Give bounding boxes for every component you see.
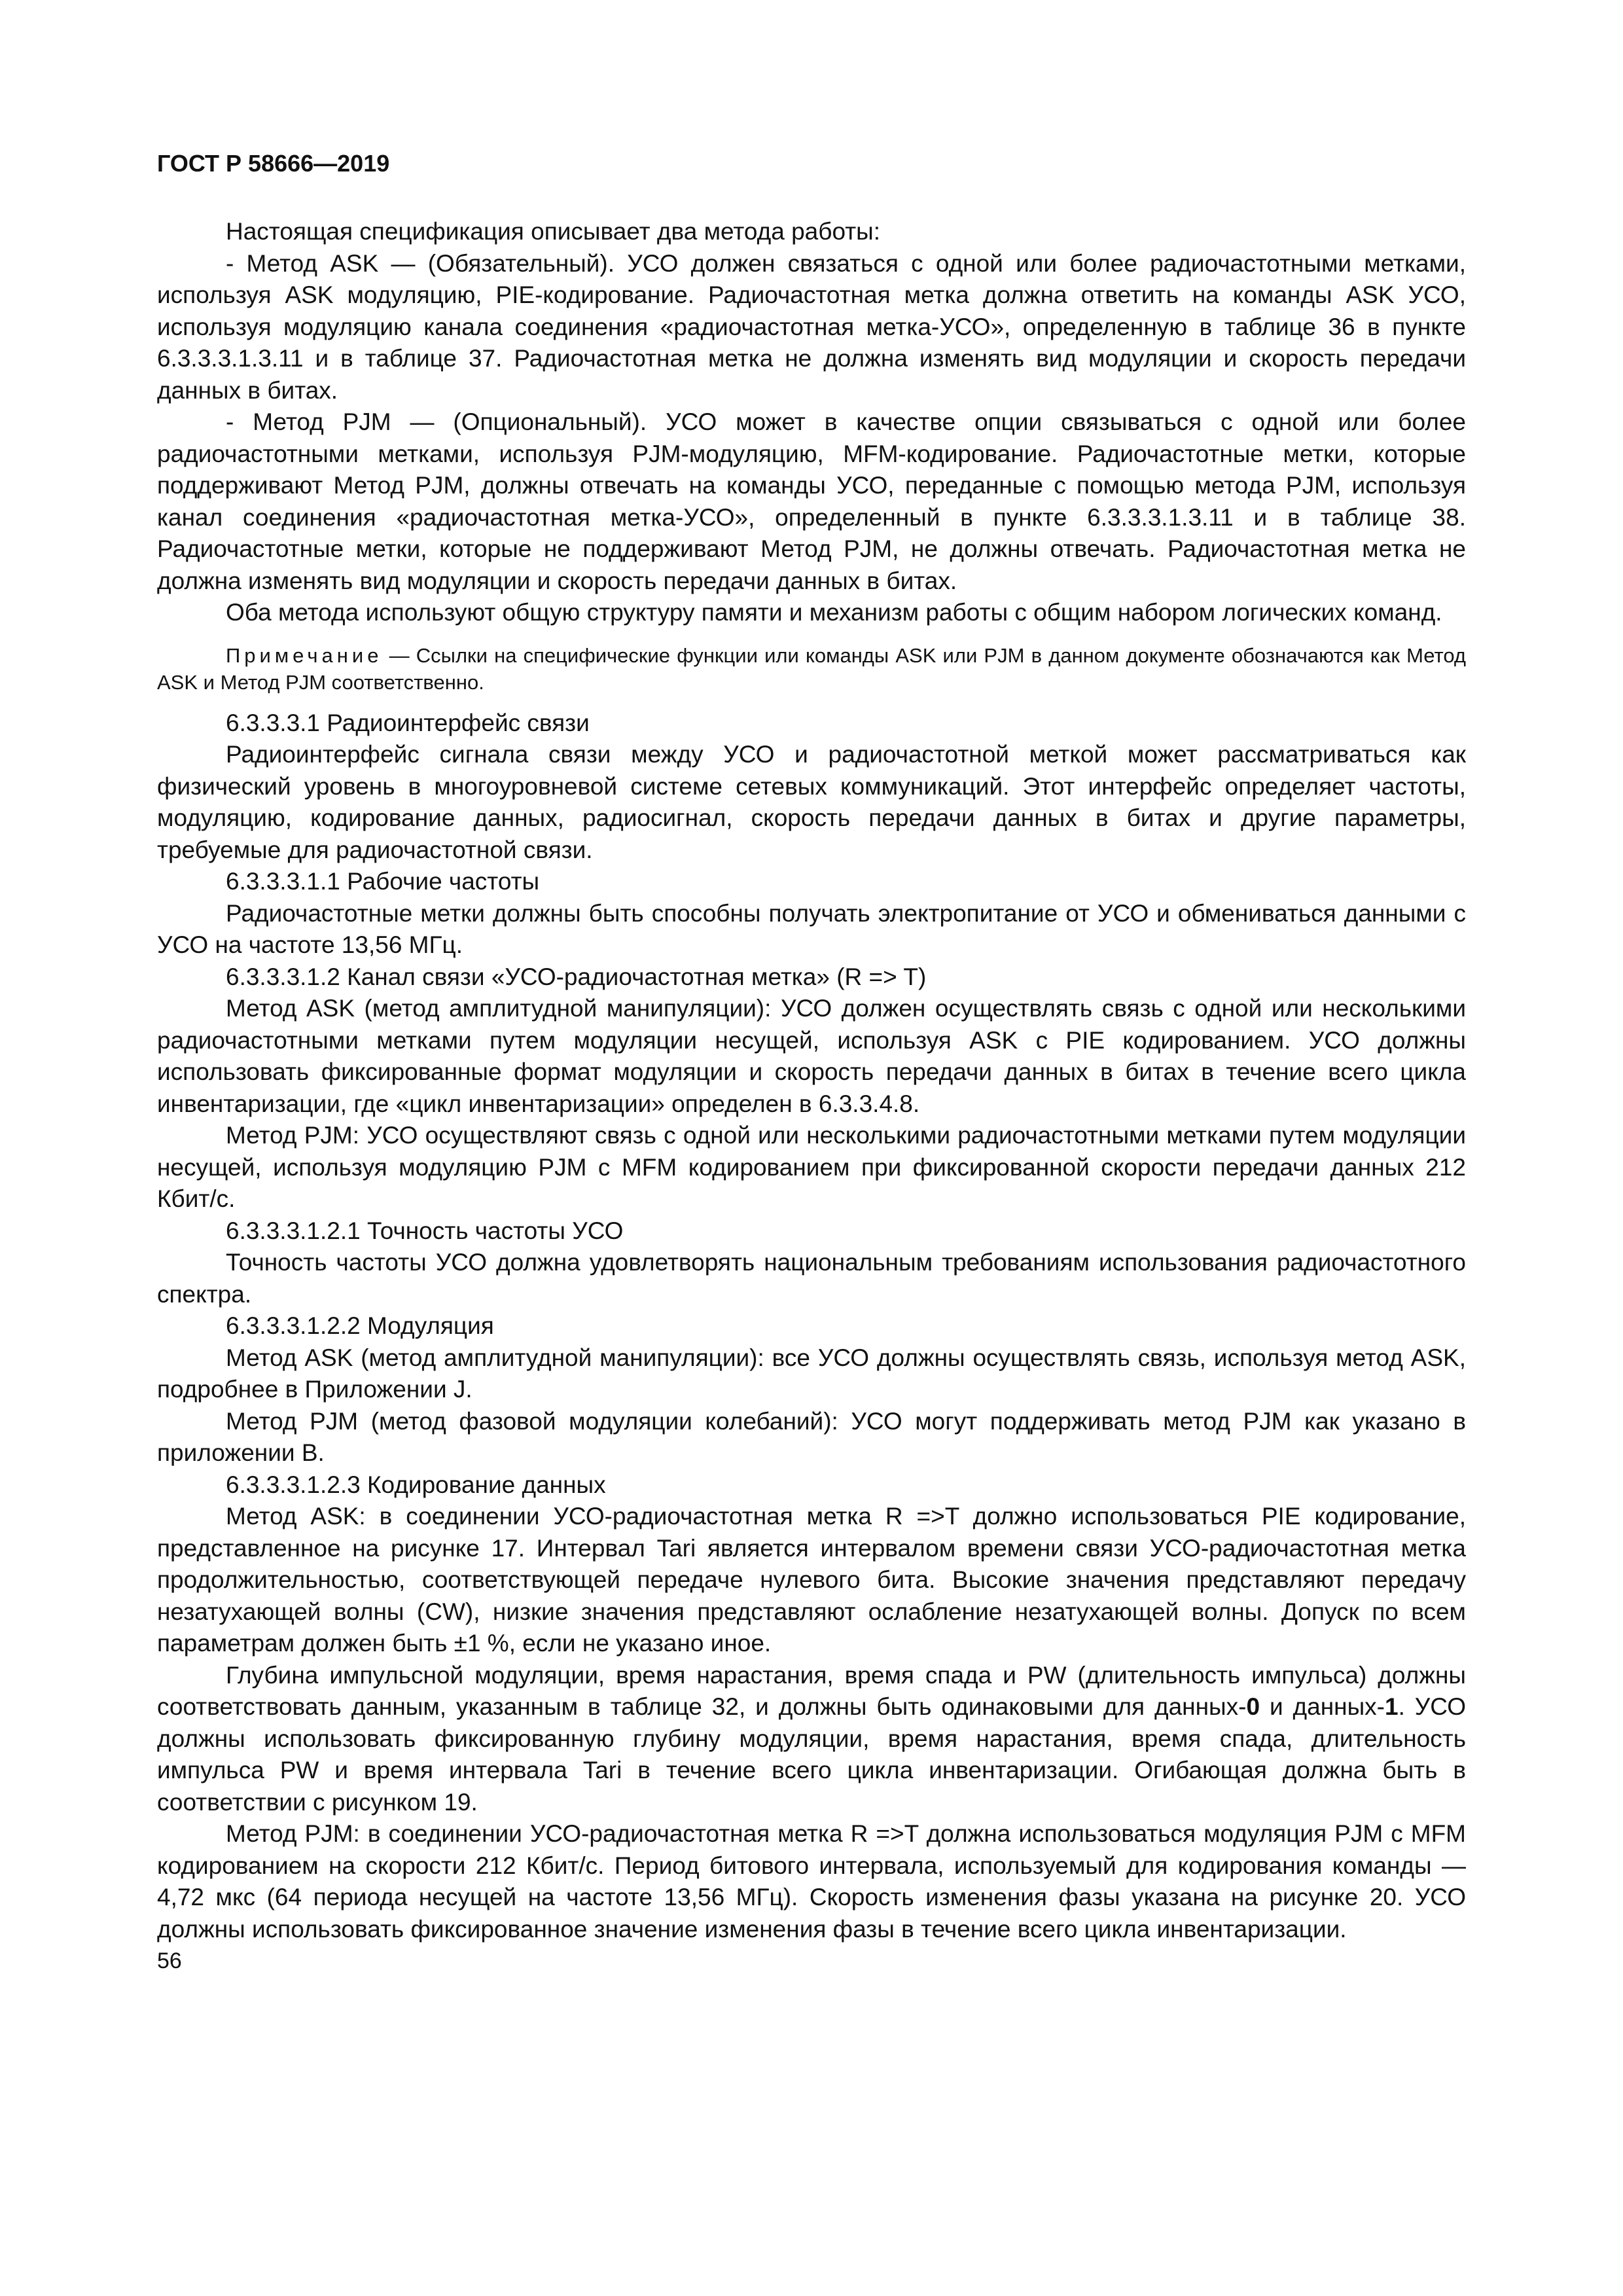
bold-value: 0: [1246, 1693, 1260, 1720]
section-heading: 6.3.3.3.1.2.1 Точность частоты УСО: [226, 1217, 624, 1244]
modulation-paragraph: [157, 1660, 1466, 1819]
section-paragraph: Метод ASK (метод амплитудной манипуляции): все УСО должны осуществлять связь, используя метод ASK, подробнее в Приложении J.: [157, 1344, 1466, 1403]
bold-value: 1: [1385, 1693, 1399, 1720]
section-paragraph: Точность частоты УСО должна удовлетворять национальным требованиям использования радиочастотного спектра.: [157, 1249, 1466, 1308]
intro-block: [157, 216, 1466, 629]
section-paragraph: Метод ASK: в соединении УСО-радиочастотная метка R =>T должно использоваться PIE кодирование, представленное на рисунке 17. Интервал Tari является интервалом времени связи УСО-радиочастотная метка продолжительностью, соответствующей передаче нулевого бита. Высокие значения представляют передачу незатухающей волны (CW), низкие значения представляют ослабление незатухающей волны. Допуск по всем параметрам должен быть ±1 %, если не указано иное.: [157, 1503, 1466, 1657]
section-paragraph: Метод PJM: УСО осуществляют связь с одной или несколькими радиочастотными метками путем модуляции несущей, используя модуляцию PJM с MFM кодированием при фиксированной скорости передачи данных 212 Кбит/с.: [157, 1122, 1466, 1212]
final-paragraph: Метод PJM: в соединении УСО-радиочастотная метка R =>T должна использоваться модуляция PJM с MFM кодированием на скорости 212 Кбит/с. Период битового интервала, используемый для кодирования команды — 4,72 мкс (64 периода несущей на частоте 13,56 МГц). Скорость изменения фазы указана на рисунке 20. УСО должны использовать фиксированное значение изменения фазы в течение всего цикла инвентаризации.: [157, 1820, 1466, 1943]
text-run: . УСО должны использовать фиксированную глубину модуляции, время нарастания, время спада, длительность импульса PW и время интервала Tari в течение всего цикла инвентаризации. Огибающая должна быть в соответствии с рисунком 19.: [157, 1693, 1466, 1816]
intro-paragraph: - Метод PJM — (Опциональный). УСО может в качестве опции связываться с одной или более радиочастотными метками, используя PJM-модуляцию, MFM-кодирование. Радиочастотные метки, которые поддерживают Метод PJM, должны отвечать на команды УСО, переданные с помощью метода PJM, используя канал соединения «радиочастотная метка-УСО», определенный в пункте 6.3.3.3.1.3.11 и в таблице 38. Радиочастотные метки, которые не поддерживают Метод PJM, не должны отвечать. Радиочастотная метка не должна изменять вид модуляции и скорость передачи данных в битах.: [157, 408, 1466, 594]
sections-block: [157, 708, 1466, 1946]
text-run: и данных-: [1260, 1693, 1385, 1720]
section-heading: 6.3.3.3.1.2.2 Модуляция: [226, 1312, 494, 1339]
document-page: [157, 137, 1466, 1974]
section-heading: 6.3.3.3.1 Радиоинтерфейс связи: [226, 709, 590, 736]
page-number: 56: [157, 1948, 182, 1973]
section-heading: 6.3.3.3.1.2 Канал связи «УСО-радиочастотная метка» (R => T): [226, 963, 927, 990]
section-paragraph: Радиочастотные метки должны быть способны получать электропитание от УСО и обмениваться данными с УСО на частоте 13,56 МГц.: [157, 899, 1466, 958]
section-heading: 6.3.3.3.1.1 Рабочие частоты: [226, 868, 540, 895]
intro-paragraph: - Метод ASK — (Обязательный). УСО должен связаться с одной или более радиочастотными метками, используя ASK модуляцию, PIE-кодирование. Радиочастотная метка должна ответить на команды ASK УСО, используя модуляцию канала соединения «радиочастотная метка-УСО», определенную в таблице 36 в пункте 6.3.3.3.1.3.11 и в таблице 37. Радиочастотная метка не должна изменять вид модуляции и скорость передачи данных в битах.: [157, 249, 1466, 404]
document-header: ГОСТ Р 58666—2019: [157, 150, 390, 177]
text-run: Глубина импульсной модуляции, время нарастания, время спада и PW (длительность импульса) должны соответствовать данным, указанным в таблице 32, и должны быть одинаковыми для данных-: [157, 1661, 1466, 1720]
intro-paragraph: Оба метода используют общую структуру памяти и механизм работы с общим набором логических команд.: [226, 599, 1442, 626]
section-paragraph: Метод PJM (метод фазовой модуляции колебаний): УСО могут поддерживать метод PJM как указано в приложении B.: [157, 1407, 1466, 1466]
note-text: — Ссылки на специфические функции или команды ASK или PJM в данном документе обозначаются как Метод ASK и Метод PJM соответственно.: [157, 643, 1466, 694]
section-paragraph: Метод ASK (метод амплитудной манипуляции): УСО должен осуществлять связь с одной или несколькими радиочастотными метками путем модуляции несущей, используя ASK с PIE кодированием. УСО должны использовать фиксированные формат модуляции и скорость передачи данных в битах в течение всего цикла инвентаризации, где «цикл инвентаризации» определен в 6.3.3.4.8.: [157, 995, 1466, 1117]
note: [157, 642, 1466, 696]
note-label: Примечание: [226, 643, 383, 667]
section-heading: 6.3.3.3.1.2.3 Кодирование данных: [226, 1471, 606, 1498]
intro-paragraph: Настоящая спецификация описывает два метода работы:: [226, 218, 881, 245]
section-paragraph: Радиоинтерфейс сигнала связи между УСО и радиочастотной меткой может рассматриваться как физический уровень в многоуровневой системе сетевых коммуникаций. Этот интерфейс определяет частоты, модуляцию, кодирование данных, радиосигнал, скорость передачи данных в битах и другие параметры, требуемые для радиочастотной связи.: [157, 741, 1466, 863]
